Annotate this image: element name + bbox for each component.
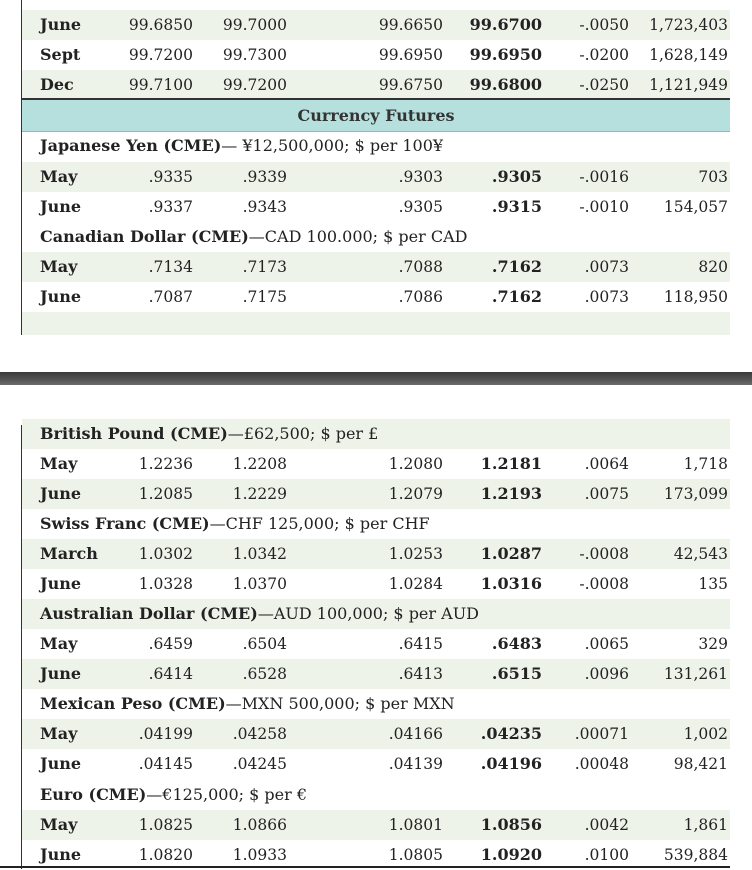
settle: 1.2193 [480,484,542,503]
low: 1.2079 [388,485,443,503]
settle: .7162 [491,257,542,276]
open-interest: 1,121,949 [649,76,728,94]
section-title: Currency Futures [297,106,455,125]
contract-spec: —£62,500; $ per £ [227,424,379,443]
contract-heading [40,131,443,161]
settle: 1.0316 [480,574,542,593]
table-row [22,719,730,749]
table-row [22,629,730,659]
bottom-table-panel [0,425,752,869]
contract-heading [40,599,479,629]
table-row [22,569,730,599]
settle: .6483 [491,634,542,653]
settle: .7162 [491,287,542,306]
high: .04258 [232,725,287,743]
low: 1.0253 [388,545,443,563]
month: May [40,634,78,653]
change: .0042 [584,816,629,834]
open: 1.0328 [138,575,193,593]
open-interest: 154,057 [663,198,728,216]
open: .6414 [148,665,193,683]
low: .04139 [388,755,443,773]
month: June [40,664,82,683]
table-row [22,252,730,282]
low: 99.6950 [378,46,443,64]
table-row [22,40,730,70]
low: 99.6650 [378,16,443,34]
change: .0073 [584,288,629,306]
low: 1.2080 [388,455,443,473]
open-interest: 98,421 [673,755,728,773]
open: .7134 [148,258,193,276]
change: -.0250 [579,76,629,94]
contract-spec: —MXN 500,000; $ per MXN [225,694,455,713]
open: 99.7100 [128,76,193,94]
settle: .04196 [480,754,542,773]
open: 99.6850 [128,16,193,34]
change: .00071 [574,725,629,743]
high: .7175 [242,288,287,306]
contract-spec: —AUD 100,000; $ per AUD [257,604,479,623]
open: 1.2236 [138,455,193,473]
month: June [40,845,82,864]
open-interest: 1,002 [683,725,728,743]
table-row [22,162,730,192]
high: 99.7300 [222,46,287,64]
contract-heading [40,419,378,449]
month: May [40,167,78,186]
high: .7173 [242,258,287,276]
table-row [22,659,730,689]
open-interest: 131,261 [663,665,728,683]
contract-heading [40,222,467,252]
contract-name: Canadian Dollar (CME) [40,227,249,246]
month: June [40,754,82,773]
low: 1.0284 [388,575,443,593]
settle: .9315 [491,197,542,216]
low: .6415 [398,635,443,653]
month: Dec [40,75,74,94]
contract-name: Mexican Peso (CME) [40,694,226,713]
month: June [40,197,82,216]
open: 99.7200 [128,46,193,64]
contract-spec: —€125,000; $ per € [146,785,307,804]
settle: 1.0287 [480,544,542,563]
change: .0065 [584,635,629,653]
month: Sept [40,45,81,64]
settle: 99.6800 [469,75,542,94]
open-interest: 1,718 [683,455,728,473]
open: 1.2085 [138,485,193,503]
table-row [22,749,730,779]
month: June [40,287,82,306]
table-row [22,192,730,222]
contract-spec: —CAD 100.000; $ per CAD [248,227,468,246]
open-interest: 42,543 [673,545,728,563]
open: 1.0820 [138,846,193,864]
table-row [22,479,730,509]
high: 99.7000 [222,16,287,34]
open: 1.0825 [138,816,193,834]
high: .6528 [242,665,287,683]
settle: 99.6950 [469,45,542,64]
month: March [40,544,98,563]
change: -.0016 [579,168,629,186]
change: .0096 [584,665,629,683]
contract-name: Euro (CME) [40,785,147,804]
bottom-rule [0,866,730,868]
high: 1.0342 [232,545,287,563]
high: .9339 [242,168,287,186]
change: .00048 [574,755,629,773]
low: .7088 [398,258,443,276]
settle: 1.0856 [480,815,542,834]
top-table-panel [0,0,752,335]
change: .0075 [584,485,629,503]
month: June [40,15,82,34]
high: .04245 [232,755,287,773]
high: .9343 [242,198,287,216]
table-row [22,10,730,40]
settle: 1.0920 [480,845,542,864]
change: .0073 [584,258,629,276]
open: .9337 [148,198,193,216]
open-interest: 1,861 [683,816,728,834]
open: .6459 [148,635,193,653]
month: May [40,257,78,276]
open-interest: 173,099 [663,485,728,503]
change: -.0008 [579,575,629,593]
change: -.0010 [579,198,629,216]
settle: .9305 [491,167,542,186]
low: .9305 [398,198,443,216]
low: .04166 [388,725,443,743]
contract-spec: —CHF 125,000; $ per CHF [209,514,430,533]
open: .7087 [148,288,193,306]
change: .0100 [584,846,629,864]
open: .04199 [138,725,193,743]
settle: 1.2181 [480,454,542,473]
month: June [40,574,82,593]
low: 1.0805 [388,846,443,864]
open-interest: 1,628,149 [649,46,728,64]
settle: .6515 [491,664,542,683]
page-divider [0,372,752,385]
high: 1.0370 [232,575,287,593]
settle: .04235 [480,724,542,743]
high: 1.2208 [232,455,287,473]
change: -.0050 [579,16,629,34]
open-interest: 329 [698,635,728,653]
open-interest: 1,723,403 [649,16,728,34]
section-header [22,98,730,132]
table-row [22,810,730,840]
change: -.0200 [579,46,629,64]
contract-heading [40,509,430,539]
open-interest: 703 [698,168,728,186]
table-row [22,282,730,312]
open-interest: 539,884 [663,846,728,864]
month: May [40,454,78,473]
high: 99.7200 [222,76,287,94]
contract-heading [40,689,455,719]
high: 1.2229 [232,485,287,503]
table-row [22,539,730,569]
table-row [22,70,730,100]
open-interest: 118,950 [663,288,728,306]
open: .9335 [148,168,193,186]
month: May [40,815,78,834]
contract-name: Japanese Yen (CME) [40,136,222,155]
settle: 99.6700 [469,15,542,34]
low: .6413 [398,665,443,683]
table-row [22,449,730,479]
low: .7086 [398,288,443,306]
month: June [40,484,82,503]
change: .0064 [584,455,629,473]
open: 1.0302 [138,545,193,563]
month: May [40,724,78,743]
contract-name: Swiss Franc (CME) [40,514,210,533]
high: 1.0933 [232,846,287,864]
open: .04145 [138,755,193,773]
high: 1.0866 [232,816,287,834]
high: .6504 [242,635,287,653]
low: 99.6750 [378,76,443,94]
contract-name: British Pound (CME) [40,424,228,443]
table-row-empty [22,312,730,335]
open-interest: 135 [698,575,728,593]
contract-name: Australian Dollar (CME) [40,604,258,623]
open-interest: 820 [698,258,728,276]
change: -.0008 [579,545,629,563]
low: .9303 [398,168,443,186]
contract-heading [40,780,307,810]
contract-spec: — ¥12,500,000; $ per 100¥ [221,136,444,155]
low: 1.0801 [388,816,443,834]
